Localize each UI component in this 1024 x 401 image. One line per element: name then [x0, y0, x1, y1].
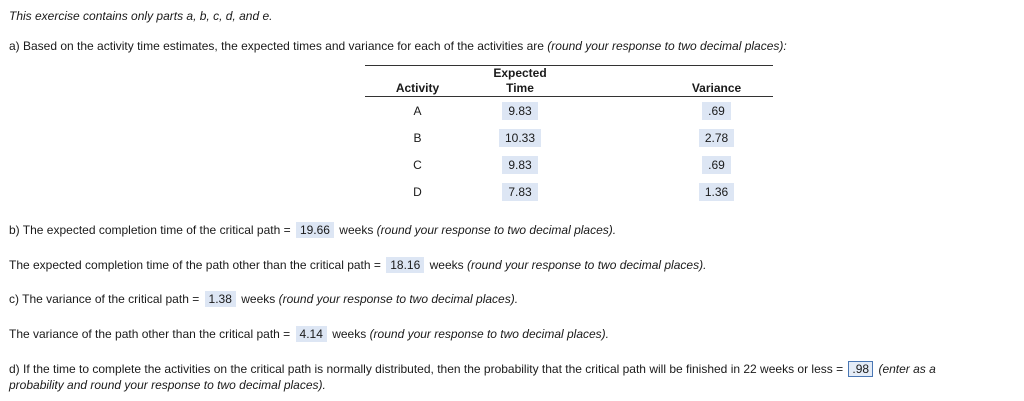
- part-b2-question: [9, 257, 706, 273]
- expected-answer: 7.83: [502, 183, 537, 201]
- part-c2-unit: weeks: [328, 327, 370, 341]
- variance-answer: 2.78: [699, 129, 734, 147]
- expected-answer: 9.83: [502, 102, 537, 120]
- part-c1-answer[interactable]: 1.38: [205, 291, 236, 307]
- variance-cell: [660, 97, 773, 125]
- table-row: [365, 97, 773, 125]
- part-b2-unit: weeks: [426, 258, 467, 272]
- variance-cell: [660, 178, 773, 205]
- part-b2-answer[interactable]: 18.16: [386, 257, 424, 273]
- part-c1-question: [9, 291, 518, 307]
- expected-cell: [470, 151, 570, 178]
- variance-answer: .69: [702, 102, 731, 120]
- activity-cell: D: [413, 184, 422, 199]
- table-row: [365, 124, 773, 151]
- part-c2-answer[interactable]: 4.14: [296, 326, 327, 342]
- expected-answer: 10.33: [499, 129, 541, 147]
- part-d-note-1: (enter as a: [875, 362, 936, 376]
- part-b1-question: [9, 222, 616, 238]
- header-expected-line1: Expected: [470, 66, 570, 82]
- spacer-cell: [570, 97, 660, 125]
- part-a-question: [9, 39, 787, 54]
- spacer-cell: [570, 151, 660, 178]
- expected-cell: [470, 178, 570, 205]
- activity-table: [365, 65, 773, 205]
- table-header-row-1: [365, 66, 773, 82]
- table-row: [365, 178, 773, 205]
- part-c1-unit: weeks: [237, 292, 279, 306]
- header-variance-top: [660, 66, 773, 82]
- header-variance: Variance: [660, 81, 773, 97]
- header-spacer-2: [570, 81, 660, 97]
- variance-cell: [660, 151, 773, 178]
- part-b2-note: (round your response to two decimal places).: [466, 258, 707, 272]
- variance-answer: 1.36: [699, 183, 734, 201]
- part-c2-question: [9, 326, 609, 342]
- part-d-text: d) If the time to complete the activities on the critical path is normally distributed, then the probability that the critical path will be finished in 22 weeks or less =: [9, 362, 847, 376]
- part-d-question: [9, 361, 936, 377]
- header-activity: Activity: [365, 81, 470, 97]
- part-b1-note: (round your response to two decimal places).: [376, 223, 617, 237]
- table-row: [365, 151, 773, 178]
- variance-answer: .69: [702, 156, 731, 174]
- part-d-note-2: probability and round your response to two decimal places).: [9, 378, 326, 392]
- variance-cell: [660, 124, 773, 151]
- part-c2-note: (round your response to two decimal places).: [369, 327, 610, 341]
- part-b1-text: b) The expected completion time of the critical path =: [9, 223, 294, 237]
- table-header-row-2: [365, 81, 773, 97]
- spacer-cell: [570, 124, 660, 151]
- part-a-text: a) Based on the activity time estimates, the expected times and variance for each of the activities are: [9, 39, 548, 53]
- part-d-answer-input[interactable]: .98: [848, 361, 873, 377]
- part-b1-answer[interactable]: 19.66: [296, 222, 334, 238]
- part-c1-text: c) The variance of the critical path =: [9, 292, 203, 306]
- part-a-note: (round your response to two decimal places):: [547, 39, 787, 53]
- spacer-cell: [570, 178, 660, 205]
- activity-cell: C: [413, 157, 422, 172]
- intro-text: This exercise contains only parts a, b, c, d, and e.: [9, 9, 273, 23]
- activity-cell: A: [413, 103, 422, 118]
- header-activity-top: [365, 66, 470, 82]
- expected-cell: [470, 97, 570, 125]
- part-c1-note: (round your response to two decimal places).: [278, 292, 519, 306]
- part-b2-text: The expected completion time of the path other than the critical path =: [9, 258, 385, 272]
- header-spacer: [570, 66, 660, 82]
- expected-cell: [470, 124, 570, 151]
- header-expected-line2: Time: [470, 81, 570, 97]
- part-c2-text: The variance of the path other than the critical path =: [9, 327, 294, 341]
- activity-cell: B: [413, 130, 422, 145]
- expected-answer: 9.83: [502, 156, 537, 174]
- part-b1-unit: weeks: [335, 223, 377, 237]
